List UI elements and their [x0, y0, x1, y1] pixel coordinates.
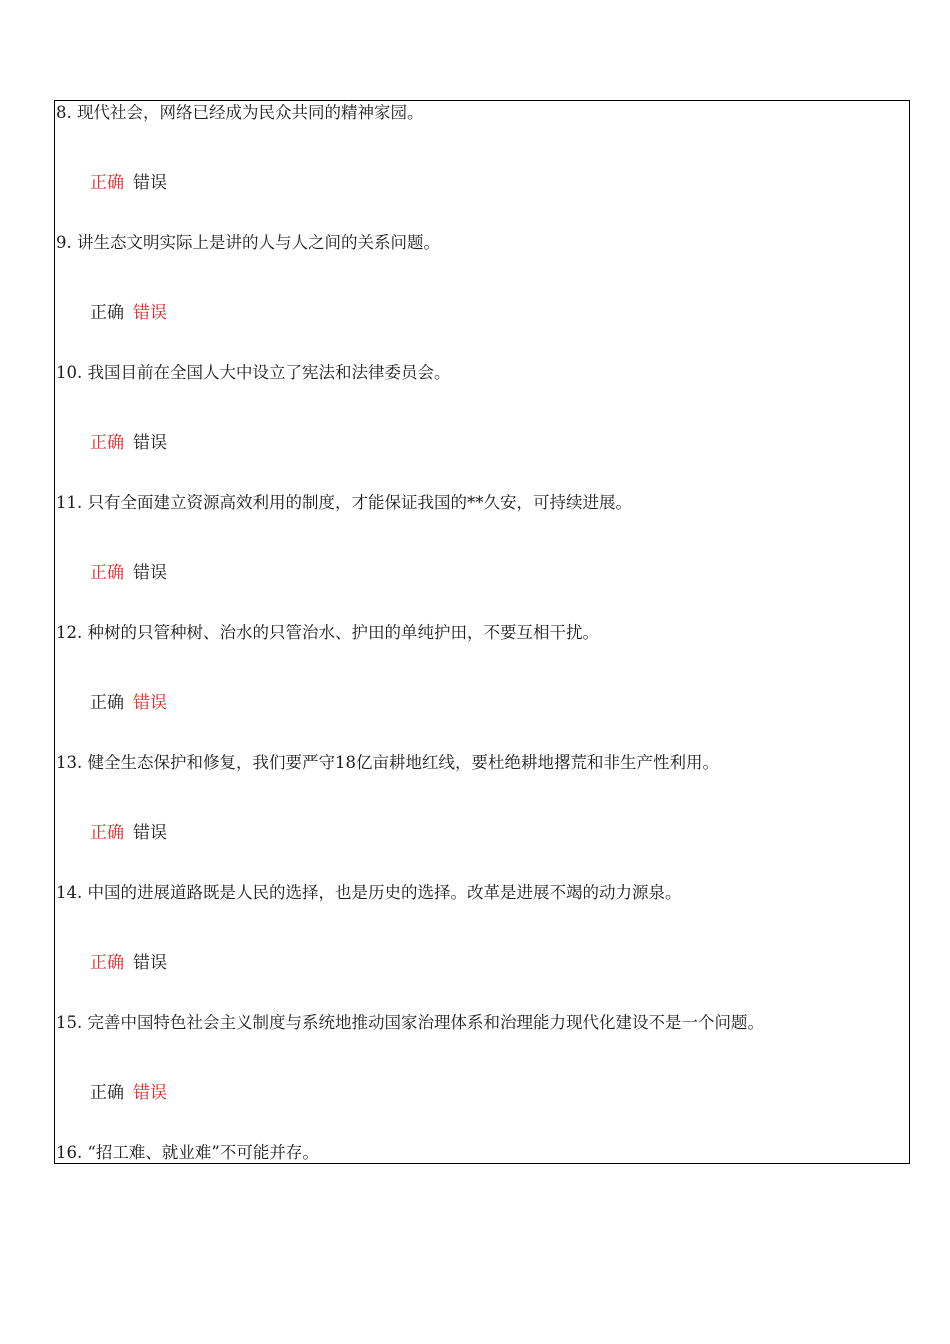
- answer-options: [90, 821, 176, 845]
- answer-options: [90, 951, 176, 975]
- question-text: 12. 种树的只管种树、治水的只管治水、护田的单纯护田，不要互相干扰。: [56, 623, 599, 642]
- question-text: 10. 我国目前在全国人大中设立了宪法和法律委员会。: [56, 363, 451, 382]
- option-correct[interactable]: 正确: [90, 1083, 124, 1103]
- answer-options: [90, 171, 176, 195]
- option-wrong[interactable]: 错误: [133, 693, 167, 713]
- option-correct[interactable]: 正确: [90, 433, 124, 453]
- question-text: 13. 健全生态保护和修复，我们要严守18亿亩耕地红线，要杜绝耕地撂荒和非生产性利用。: [56, 753, 719, 772]
- option-wrong[interactable]: 错误: [133, 953, 167, 973]
- answer-options: [90, 431, 176, 455]
- option-correct[interactable]: 正确: [90, 823, 124, 843]
- option-wrong[interactable]: 错误: [133, 303, 167, 323]
- option-wrong[interactable]: 错误: [133, 823, 167, 843]
- question-text: 15. 完善中国特色社会主义制度与系统地推动国家治理体系和治理能力现代化建设不是一个问题。: [56, 1013, 764, 1032]
- option-wrong[interactable]: 错误: [133, 1083, 167, 1103]
- question-text: 14. 中国的进展道路既是人民的选择，也是历史的选择。改革是进展不竭的动力源泉。: [56, 883, 682, 902]
- answer-options: [90, 691, 176, 715]
- question-text: 16. “招工难、就业难”不可能并存。: [56, 1143, 319, 1162]
- option-wrong[interactable]: 错误: [133, 433, 167, 453]
- question-text: 9. 讲生态文明实际上是讲的人与人之间的关系问题。: [56, 233, 440, 252]
- option-correct[interactable]: 正确: [90, 563, 124, 583]
- question-text: 8. 现代社会，网络已经成为民众共同的精神家园。: [56, 103, 424, 122]
- answer-options: [90, 561, 176, 585]
- option-wrong[interactable]: 错误: [133, 563, 167, 583]
- option-correct[interactable]: 正确: [90, 693, 124, 713]
- option-correct[interactable]: 正确: [90, 953, 124, 973]
- option-wrong[interactable]: 错误: [133, 173, 167, 193]
- question-text: 11. 只有全面建立资源高效利用的制度，才能保证我国的**久安，可持续进展。: [56, 493, 632, 512]
- option-correct[interactable]: 正确: [90, 303, 124, 323]
- answer-options: [90, 1081, 176, 1105]
- option-correct[interactable]: 正确: [90, 173, 124, 193]
- answer-options: [90, 301, 176, 325]
